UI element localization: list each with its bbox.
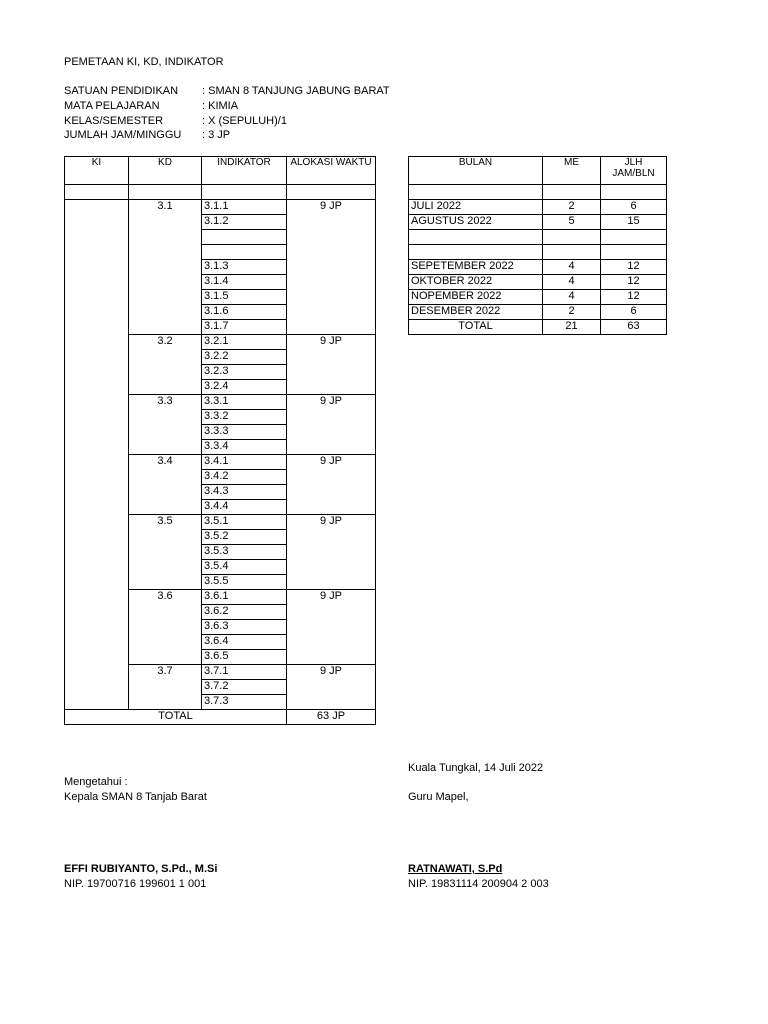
month-row	[409, 275, 667, 290]
indikator-cell: 3.1.1	[202, 200, 287, 215]
indikator-cell: 3.2.4	[202, 380, 287, 395]
month-name-cell: OKTOBER 2022	[409, 275, 543, 290]
info-label: MATA PELAJARAN	[64, 100, 160, 112]
table-row	[65, 200, 376, 215]
indikator-cell: 3.3.2	[202, 410, 287, 425]
table-spacer-row	[65, 185, 376, 200]
header-jlh: JLH JAM/BLN	[601, 157, 667, 185]
month-row	[409, 290, 667, 305]
indikator-cell: 3.5.1	[202, 515, 287, 530]
teacher-name: RATNAWATI, S.Pd	[408, 863, 503, 875]
info-value: : SMAN 8 TANJUNG JABUNG BARAT	[202, 85, 390, 97]
principal-nip: NIP. 19700716 199601 1 001	[64, 878, 207, 890]
table-header-row	[65, 157, 376, 185]
indikator-cell: 3.3.4	[202, 440, 287, 455]
month-me-cell: 4	[543, 290, 601, 305]
alokasi-cell: 9 JP	[287, 395, 376, 455]
month-jlh-cell: 12	[601, 275, 667, 290]
alokasi-cell: 9 JP	[287, 515, 376, 590]
indikator-cell: 3.2.3	[202, 365, 287, 380]
total-value: 63 JP	[287, 710, 376, 725]
month-jlh-cell: 6	[601, 200, 667, 215]
info-value: : 3 JP	[202, 129, 231, 141]
header-alokasi: ALOKASI WAKTU	[287, 157, 376, 185]
month-me-cell	[543, 245, 601, 260]
place-date: Kuala Tungkal, 14 Juli 2022	[408, 762, 544, 774]
indikator-cell: 3.5.2	[202, 530, 287, 545]
indikator-cell: 3.1.7	[202, 320, 287, 335]
kd-table-body	[65, 157, 376, 725]
indikator-cell: 3.1.4	[202, 275, 287, 290]
principal-name: EFFI RUBIYANTO, S.Pd., M.Si	[64, 863, 218, 875]
header-kd: KD	[129, 157, 202, 185]
info-value: : X (SEPULUH)/1	[202, 115, 287, 127]
indikator-cell: 3.3.3	[202, 425, 287, 440]
month-me-cell	[543, 230, 601, 245]
month-row	[409, 305, 667, 320]
month-total-jlh: 63	[601, 320, 667, 335]
month-name-cell: AGUSTUS 2022	[409, 215, 543, 230]
info-label: KELAS/SEMESTER	[64, 115, 164, 127]
month-me-cell: 5	[543, 215, 601, 230]
month-me-cell: 2	[543, 200, 601, 215]
total-label: TOTAL	[65, 710, 287, 725]
principal-title: Kepala SMAN 8 Tanjab Barat	[64, 791, 207, 803]
month-me-cell: 4	[543, 275, 601, 290]
indikator-cell: 3.1.5	[202, 290, 287, 305]
month-jlh-cell: 6	[601, 305, 667, 320]
indikator-cell: 3.7.3	[202, 695, 287, 710]
indikator-cell: 3.4.3	[202, 485, 287, 500]
month-name-cell: SEPETEMBER 2022	[409, 260, 543, 275]
indikator-cell: 3.4.2	[202, 470, 287, 485]
kd-cell: 3.2	[129, 335, 202, 395]
month-jlh-cell: 12	[601, 260, 667, 275]
month-jlh-cell: 15	[601, 215, 667, 230]
kd-cell: 3.1	[129, 200, 202, 335]
month-table	[408, 156, 667, 335]
indikator-cell: 3.1.2	[202, 215, 287, 230]
kd-cell: 3.3	[129, 395, 202, 455]
month-name-cell: NOPEMBER 2022	[409, 290, 543, 305]
header-bulan: BULAN	[409, 157, 543, 185]
month-me-cell: 2	[543, 305, 601, 320]
header-indikator: INDIKATOR	[202, 157, 287, 185]
month-name-cell	[409, 230, 543, 245]
alokasi-cell: 9 JP	[287, 335, 376, 395]
alokasi-cell: 9 JP	[287, 200, 376, 335]
indikator-cell: 3.6.5	[202, 650, 287, 665]
indikator-cell	[202, 230, 287, 245]
month-me-cell: 4	[543, 260, 601, 275]
month-jlh-cell: 12	[601, 290, 667, 305]
indikator-cell: 3.4.1	[202, 455, 287, 470]
page-title: PEMETAAN KI, KD, INDIKATOR	[64, 56, 224, 68]
indikator-cell: 3.2.2	[202, 350, 287, 365]
kd-indikator-table	[64, 156, 376, 725]
ki-cell	[65, 200, 129, 710]
month-row	[409, 215, 667, 230]
alokasi-cell: 9 JP	[287, 455, 376, 515]
month-row	[409, 260, 667, 275]
month-total-row	[409, 320, 667, 335]
indikator-cell: 3.2.1	[202, 335, 287, 350]
indikator-cell: 3.5.3	[202, 545, 287, 560]
month-table-body	[409, 157, 667, 335]
month-header-row	[409, 157, 667, 185]
indikator-cell: 3.6.1	[202, 590, 287, 605]
info-label: JUMLAH JAM/MINGGU	[64, 129, 182, 141]
header-ki: KI	[65, 157, 129, 185]
teacher-nip: NIP. 19831114 200904 2 003	[408, 878, 549, 890]
indikator-cell: 3.7.2	[202, 680, 287, 695]
indikator-cell: 3.1.6	[202, 305, 287, 320]
kd-cell: 3.5	[129, 515, 202, 590]
indikator-cell: 3.4.4	[202, 500, 287, 515]
month-row	[409, 230, 667, 245]
indikator-cell: 3.5.5	[202, 575, 287, 590]
info-label: SATUAN PENDIDIKAN	[64, 85, 179, 97]
month-name-cell: JULI 2022	[409, 200, 543, 215]
month-total-label: TOTAL	[409, 320, 543, 335]
month-jlh-cell	[601, 245, 667, 260]
indikator-cell: 3.6.2	[202, 605, 287, 620]
kd-cell: 3.6	[129, 590, 202, 665]
indikator-cell: 3.3.1	[202, 395, 287, 410]
alokasi-cell: 9 JP	[287, 665, 376, 710]
month-spacer-row	[409, 185, 667, 200]
indikator-cell: 3.7.1	[202, 665, 287, 680]
month-total-me: 21	[543, 320, 601, 335]
teacher-title: Guru Mapel,	[408, 791, 469, 803]
month-jlh-cell	[601, 230, 667, 245]
month-row	[409, 200, 667, 215]
header-me: ME	[543, 157, 601, 185]
info-value: : KIMIA	[202, 100, 239, 112]
indikator-cell: 3.6.4	[202, 635, 287, 650]
month-name-cell	[409, 245, 543, 260]
indikator-cell: 3.5.4	[202, 560, 287, 575]
alokasi-cell: 9 JP	[287, 590, 376, 665]
indikator-cell: 3.6.3	[202, 620, 287, 635]
indikator-cell	[202, 245, 287, 260]
kd-cell: 3.4	[129, 455, 202, 515]
month-name-cell: DESEMBER 2022	[409, 305, 543, 320]
month-row	[409, 245, 667, 260]
acknowledged-label: Mengetahui :	[64, 776, 128, 788]
kd-cell: 3.7	[129, 665, 202, 710]
total-row	[65, 710, 376, 725]
indikator-cell: 3.1.3	[202, 260, 287, 275]
